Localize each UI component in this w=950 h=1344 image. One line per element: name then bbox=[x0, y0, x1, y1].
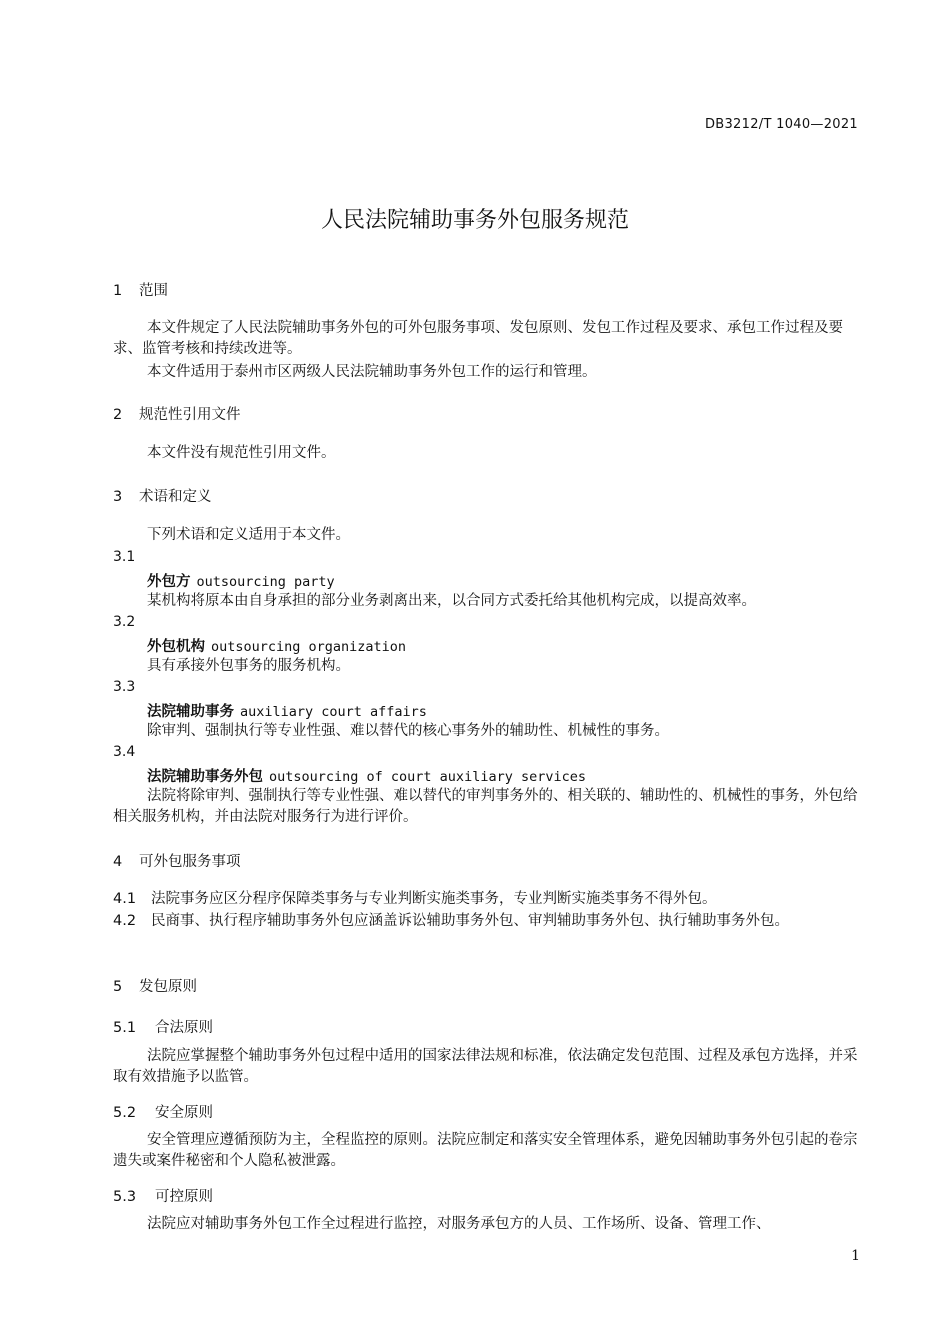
term-english: auxiliary court affairs bbox=[240, 704, 427, 720]
page-number: 1 bbox=[851, 1248, 860, 1264]
section-title: 术语和定义 bbox=[139, 489, 212, 505]
subsection-5-2-heading bbox=[113, 1101, 213, 1122]
paragraph: 本文件适用于泰州市区两级人民法院辅助事务外包工作的运行和管理。 bbox=[147, 364, 597, 380]
term-entry bbox=[147, 700, 427, 721]
section-title: 规范性引用文件 bbox=[139, 407, 241, 423]
section-title: 可外包服务事项 bbox=[139, 854, 241, 870]
subsection-5-3-heading bbox=[113, 1185, 213, 1206]
term-number: 3.4 bbox=[113, 744, 136, 760]
section-number: 2 bbox=[113, 407, 123, 423]
section-4-heading bbox=[113, 850, 241, 871]
section-number: 3 bbox=[113, 489, 123, 505]
subsection-number: 5.3 bbox=[113, 1189, 137, 1205]
term-number: 3.2 bbox=[113, 614, 136, 630]
clause-text: 民商事、执行程序辅助事务外包应涵盖诉讼辅助事务外包、审判辅助事务外包、执行辅助事务外包。 bbox=[151, 913, 789, 929]
term-name: 法院辅助事务外包 bbox=[147, 769, 263, 785]
section-3-heading bbox=[113, 485, 212, 506]
paragraph: 安全管理应遵循预防为主，全程监控的原则。法院应制定和落实安全管理体系，避免因辅助事务外包引起的卷宗遗失或案件秘密和个人隐私被泄露。 bbox=[113, 1132, 858, 1169]
subsection-5-1-heading bbox=[113, 1016, 213, 1037]
term-name: 法院辅助事务 bbox=[147, 704, 234, 720]
term-english: outsourcing party bbox=[196, 574, 335, 590]
term-definition: 某机构将原本由自身承担的部分业务剥离出来，以合同方式委托给其他机构完成，以提高效率。 bbox=[147, 593, 756, 609]
section-title: 发包原则 bbox=[139, 979, 197, 995]
term-definition: 除审判、强制执行等专业性强、难以替代的核心事务外的辅助性、机械性的事务。 bbox=[147, 723, 669, 739]
section-title: 范围 bbox=[139, 283, 168, 299]
term-name: 外包机构 bbox=[147, 639, 205, 655]
section-5-heading bbox=[113, 975, 197, 996]
section-number: 5 bbox=[113, 979, 123, 995]
subsection-title: 可控原则 bbox=[155, 1189, 213, 1205]
term-entry bbox=[147, 570, 335, 591]
paragraph: 本文件规定了人民法院辅助事务外包的可外包服务事项、发包原则、发包工作过程及要求、承包工作过程及要求、监管考核和持续改进等。 bbox=[113, 320, 843, 357]
section-number: 1 bbox=[113, 283, 123, 299]
subsection-number: 5.2 bbox=[113, 1105, 137, 1121]
term-entry bbox=[147, 635, 406, 656]
clause-4-1 bbox=[113, 889, 860, 910]
paragraph: 下列术语和定义适用于本文件。 bbox=[147, 527, 350, 543]
term-entry bbox=[147, 765, 586, 786]
term-definition: 具有承接外包事务的服务机构。 bbox=[147, 658, 350, 674]
section-1-heading bbox=[113, 279, 168, 300]
term-name: 外包方 bbox=[147, 574, 191, 590]
paragraph: 法院应对辅助事务外包工作全过程进行监控，对服务承包方的人员、工作场所、设备、管理工作、 bbox=[147, 1216, 771, 1232]
section-2-heading bbox=[113, 403, 241, 424]
document-number: DB3212/T 1040—2021 bbox=[704, 117, 858, 132]
term-english: outsourcing of court auxiliary services bbox=[269, 769, 586, 785]
subsection-number: 5.1 bbox=[113, 1020, 137, 1036]
clause-4-2 bbox=[113, 911, 860, 932]
term-number: 3.1 bbox=[113, 549, 136, 565]
term-definition: 法院将除审判、强制执行等专业性强、难以替代的审判事务外的、相关联的、辅助性的、机械性的事务，外包给相关服务机构，并由法院对服务行为进行评价。 bbox=[113, 788, 858, 825]
clause-number: 4.2 bbox=[113, 913, 137, 929]
page-title: 人民法院辅助事务外包服务规范 bbox=[320, 208, 629, 233]
section-number: 4 bbox=[113, 854, 123, 870]
clause-text: 法院事务应区分程序保障类事务与专业判断实施类事务，专业判断实施类事务不得外包。 bbox=[151, 891, 717, 907]
term-number: 3.3 bbox=[113, 679, 136, 695]
subsection-title: 安全原则 bbox=[155, 1105, 213, 1121]
paragraph: 法院应掌握整个辅助事务外包过程中适用的国家法律法规和标准，依法确定发包范围、过程及承包方选择，并采取有效措施予以监管。 bbox=[113, 1048, 858, 1085]
paragraph: 本文件没有规范性引用文件。 bbox=[147, 445, 336, 461]
term-english: outsourcing organization bbox=[211, 639, 407, 655]
subsection-title: 合法原则 bbox=[155, 1020, 213, 1036]
clause-number: 4.1 bbox=[113, 891, 137, 907]
